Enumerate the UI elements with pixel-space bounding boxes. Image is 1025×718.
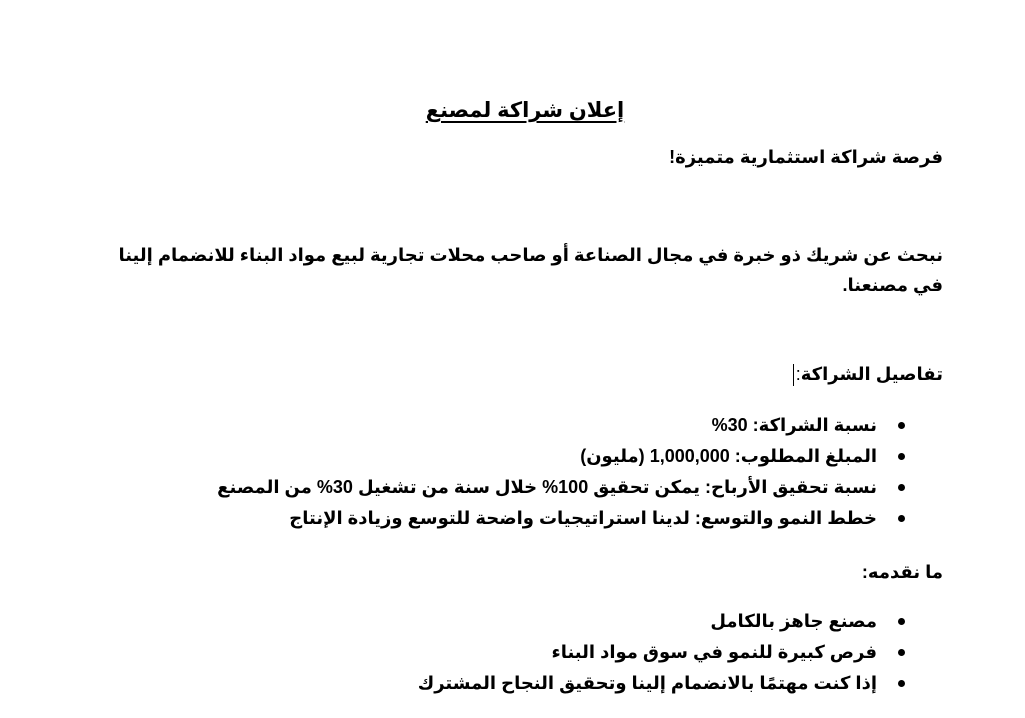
list-item bbox=[418, 637, 905, 668]
list-item bbox=[217, 472, 905, 503]
partnership-details-heading bbox=[793, 364, 943, 386]
list-item bbox=[217, 503, 905, 534]
list-item-text: مصنع جاهز بالكامل bbox=[710, 611, 877, 631]
list-item bbox=[418, 606, 905, 637]
bullet-icon bbox=[898, 484, 905, 491]
list-item-text: نسبة تحقيق الأرباح: يمكن تحقيق 100% خلال سنة من تشغيل 30% من المصنع bbox=[217, 477, 877, 497]
text-cursor bbox=[793, 364, 794, 386]
list-item-text: نسبة الشراكة: 30% bbox=[711, 415, 877, 435]
bullet-icon bbox=[898, 618, 905, 625]
document-subtitle: فرصة شراكة استثمارية متميزة! bbox=[669, 147, 943, 167]
list-item bbox=[217, 441, 905, 472]
bullet-icon bbox=[898, 649, 905, 656]
bullet-icon bbox=[898, 453, 905, 460]
list-item-text: فرص كبيرة للنمو في سوق مواد البناء bbox=[551, 642, 877, 662]
what-we-offer-heading: ما نقدمه: bbox=[861, 562, 943, 582]
list-item bbox=[217, 410, 905, 441]
list-item-text: خطط النمو والتوسع: لدينا استراتيجيات واضحة للتوسع وزيادة الإنتاج bbox=[289, 508, 877, 528]
document-title: إعلان شراكة لمصنع bbox=[425, 99, 625, 122]
list-item-text: المبلغ المطلوب: 1,000,000 (مليون) bbox=[580, 446, 877, 466]
bullet-icon bbox=[898, 422, 905, 429]
partnership-details-list bbox=[217, 410, 905, 534]
list-item-text: إذا كنت مهتمًا بالانضمام إلينا وتحقيق النجاح المشترك bbox=[417, 673, 877, 693]
partnership-details-heading-colon: : bbox=[795, 364, 801, 384]
bullet-icon bbox=[898, 515, 905, 522]
partnership-details-heading-label: تفاصيل الشراكة bbox=[800, 364, 943, 384]
list-item bbox=[418, 668, 905, 699]
bullet-icon bbox=[898, 680, 905, 687]
intro-paragraph: نبحث عن شريك ذو خبرة في مجال الصناعة أو صاحب محلات تجارية لبيع مواد البناء للانضمام إلينا في مصنعنا. bbox=[118, 245, 943, 295]
what-we-offer-list bbox=[418, 606, 905, 699]
